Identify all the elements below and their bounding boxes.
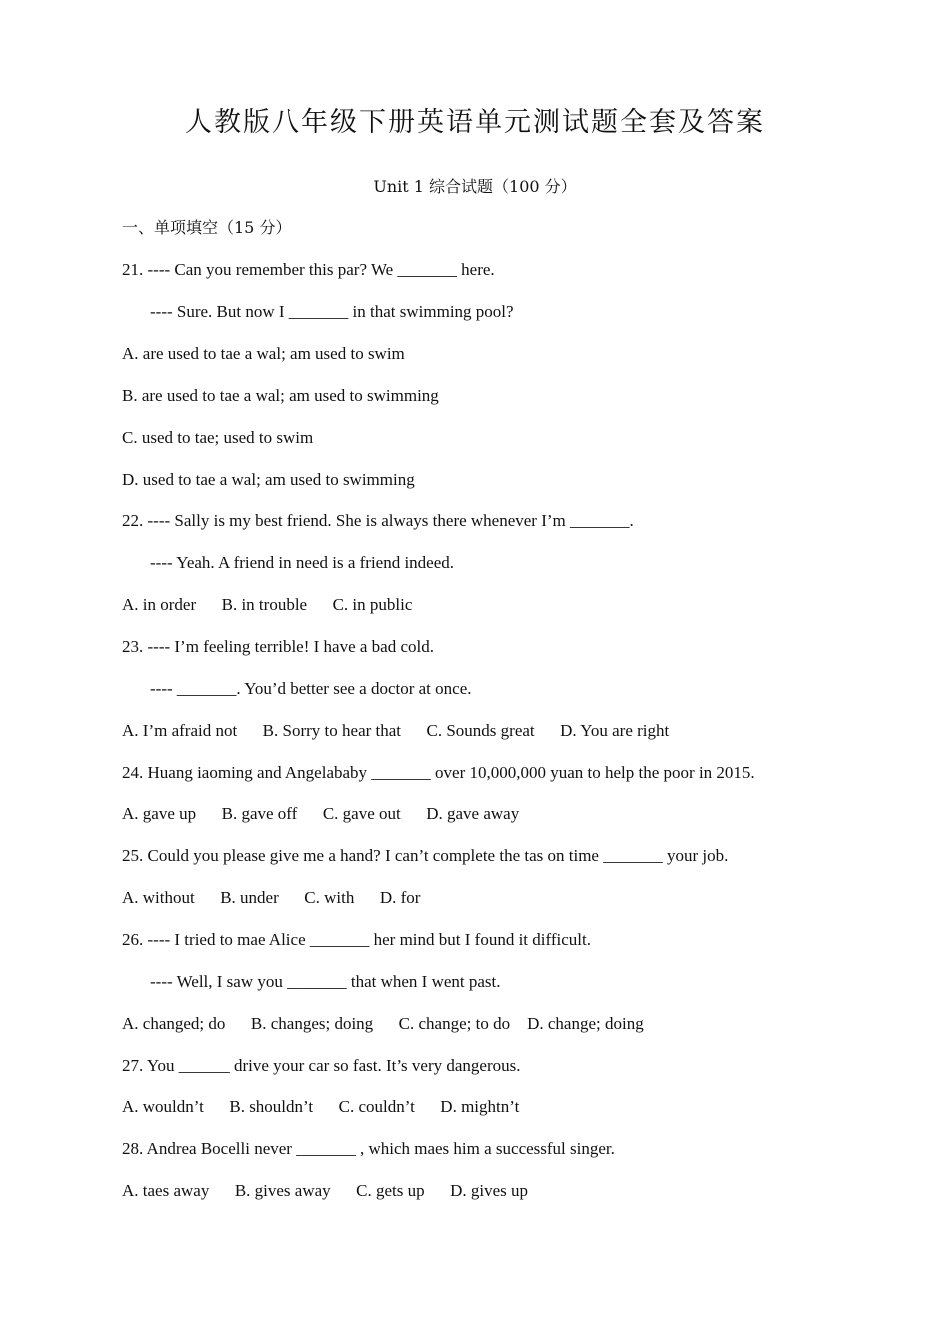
section-heading: 一、单项填空（15 分）: [122, 218, 292, 237]
question-25: 25. Could you please give me a hand? I can’t complete the tas on time _______ your job.: [122, 846, 729, 865]
question-22: 22. ---- Sally is my best friend. She is always there whenever I’m _______.: [122, 511, 634, 530]
option-line: B. are used to tae a wal; am used to swimming: [122, 386, 439, 405]
option-line: A. I’m afraid not B. Sorry to hear that C. Sounds great D. You are right: [122, 721, 670, 740]
option-line: A. changed; do B. changes; doing C. change; to do D. change; doing: [122, 1014, 644, 1033]
question-22-reply: ---- Yeah. A friend in need is a friend indeed.: [150, 553, 455, 572]
question-26: 26. ---- I tried to mae Alice _______ her mind but I found it difficult.: [122, 930, 591, 949]
option-line: A. without B. under C. with D. for: [122, 888, 421, 907]
question-21: 21. ---- Can you remember this par? We _______ here.: [122, 260, 495, 279]
option-line: A. taes away B. gives away C. gets up D. gives up: [122, 1181, 529, 1200]
question-28: 28. Andrea Bocelli never _______ , which maes him a successful singer.: [122, 1139, 615, 1158]
option-line: C. used to tae; used to swim: [122, 428, 314, 447]
question-23-reply: ---- _______. You’d better see a doctor at once.: [150, 679, 472, 698]
question-21-reply: ---- Sure. But now I _______ in that swimming pool?: [150, 302, 514, 321]
question-27: 27. You ______ drive your car so fast. It’s very dangerous.: [122, 1056, 521, 1075]
question-26-reply: ---- Well, I saw you _______ that when I went past.: [150, 972, 501, 991]
option-line: A. in order B. in trouble C. in public: [122, 595, 413, 614]
option-line: D. used to tae a wal; am used to swimming: [122, 470, 415, 489]
option-line: A. are used to tae a wal; am used to swim: [122, 344, 405, 363]
question-24: 24. Huang iaoming and Angelababy _______ over 10,000,000 yuan to help the poor in 2015.: [122, 763, 755, 782]
option-line: A. wouldn’t B. shouldn’t C. couldn’t D. mightn’t: [122, 1097, 520, 1116]
document-title: 人教版八年级下册英语单元测试题全套及答案: [185, 107, 765, 138]
unit-subtitle: Unit 1 综合试题（100 分）: [373, 177, 577, 196]
question-23: 23. ---- I’m feeling terrible! I have a bad cold.: [122, 637, 434, 656]
option-line: A. gave up B. gave off C. gave out D. gave away: [122, 804, 520, 823]
